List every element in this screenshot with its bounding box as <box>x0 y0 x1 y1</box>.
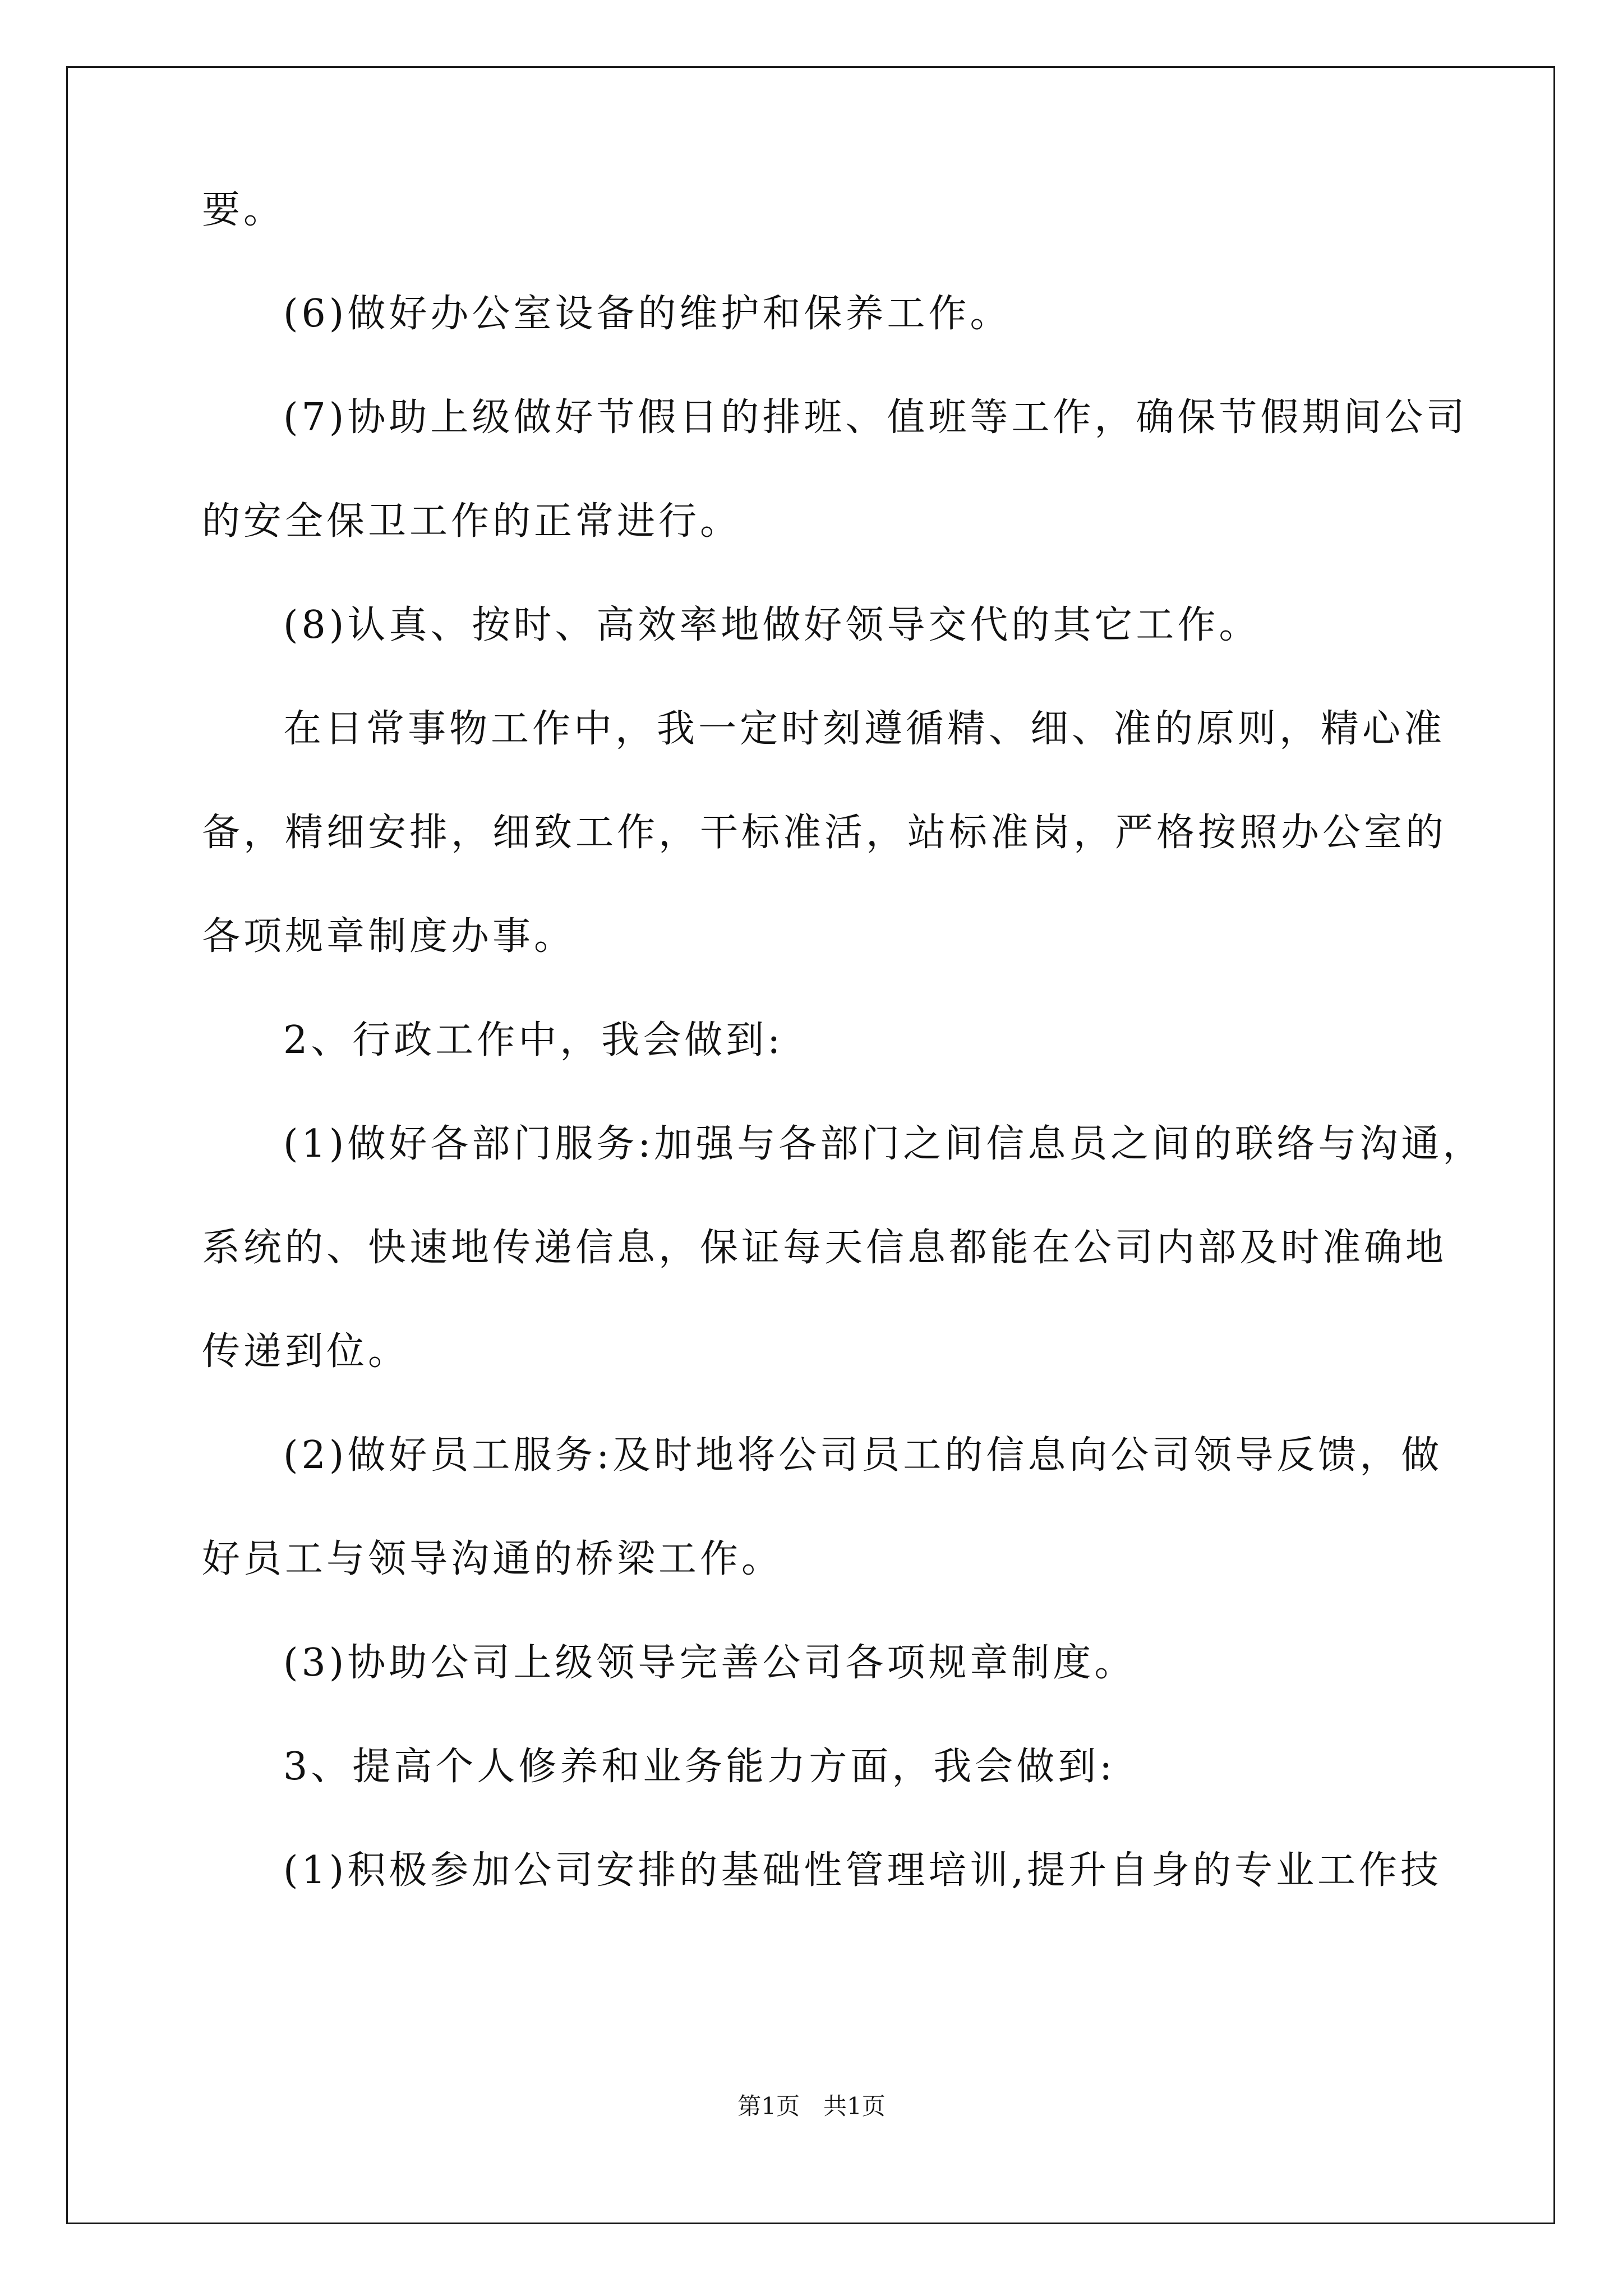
text-line: 3、提高个人修养和业务能力方面，我会做到: <box>283 1745 1116 1789</box>
text-line: 好员工与领导沟通的桥梁工作。 <box>202 1537 783 1581</box>
text-line: (8)认真、按时、高效率地做好领导交代的其它工作。 <box>283 603 1261 647</box>
text-line: (7)协助上级做好节假日的排班、值班等工作，确保节假期间公司 <box>283 395 1468 440</box>
text-line: 2、行政工作中，我会做到: <box>283 1018 784 1062</box>
text-line: 传递到位。 <box>202 1329 410 1374</box>
text-line: 备，精细安排，细致工作，干标准活，站标准岗，严格按照办公室的 <box>202 811 1447 855</box>
text-line: 的安全保卫工作的正常进行。 <box>202 499 742 544</box>
text-line: (2)做好员工服务:及时地将公司员工的信息向公司领导反馈，做 <box>283 1433 1443 1478</box>
text-line: 各项规章制度办事。 <box>202 914 576 959</box>
text-line: 系统的、快速地传递信息，保证每天信息都能在公司内部及时准确地 <box>202 1226 1447 1270</box>
text-line: (1)做好各部门服务:加强与各部门之间信息员之间的联络与沟通， <box>283 1122 1484 1166</box>
text-line: (1)积极参加公司安排的基础性管理培训,提升自身的专业工作技 <box>283 1848 1442 1893</box>
page-number-footer: 第1页 共1页 <box>737 2092 886 2120</box>
text-line: 要。 <box>202 188 285 232</box>
text-line: 在日常事物工作中，我一定时刻遵循精、细、准的原则，精心准 <box>283 707 1446 751</box>
text-line: (3)协助公司上级领导完善公司各项规章制度。 <box>283 1641 1136 1685</box>
text-line: (6)做好办公室设备的维护和保养工作。 <box>283 292 1012 336</box>
